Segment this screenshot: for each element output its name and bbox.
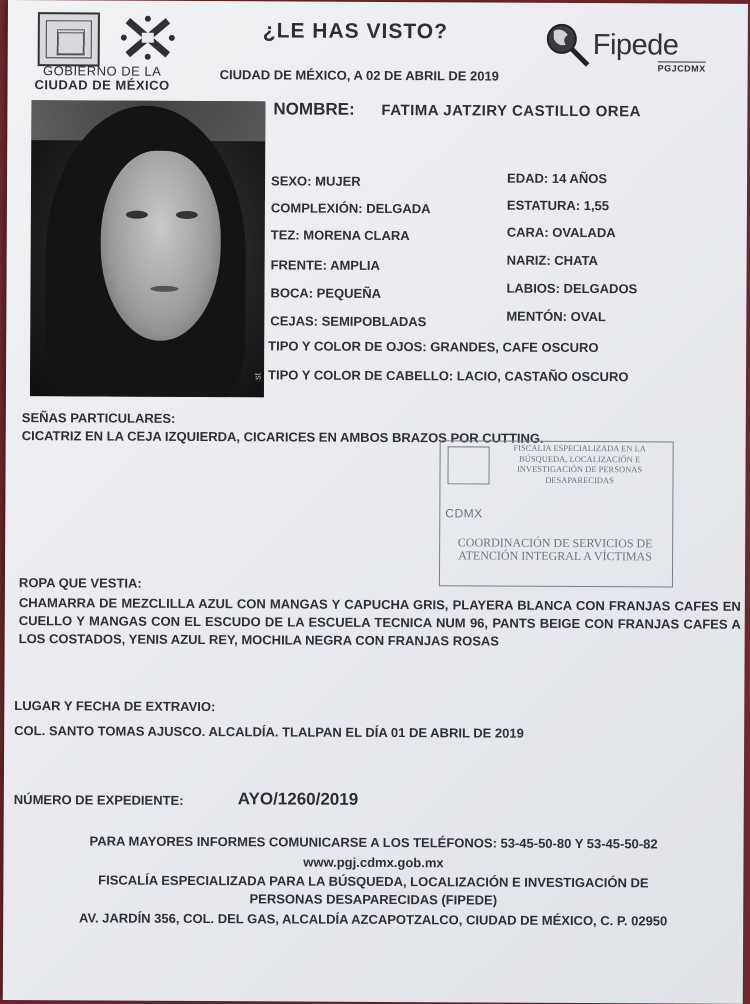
photo-watermark: st xyxy=(252,372,263,380)
case-number-label: NÚMERO DE EXPEDIENTE: xyxy=(13,792,184,808)
cdmx-logo-icon xyxy=(120,13,176,63)
hair-field: TIPO Y COLOR DE CABELLO: LACIO, CASTAÑO OSCURO xyxy=(268,367,629,385)
lips-field: LABIOS: DELGADOS xyxy=(506,280,638,297)
flyer-title: ¿LE HAS VISTO? xyxy=(262,19,449,44)
marks-label: SEÑAS PARTICULARES: xyxy=(21,410,176,426)
coat-of-arms-icon xyxy=(38,12,100,66)
case-number: AYO/1260/2019 xyxy=(237,789,359,809)
age-field: EDAD: 14 AÑOS xyxy=(507,170,608,187)
government-label: GOBIERNO DE LA CIUDAD DE MÉXICO xyxy=(34,63,170,93)
eyes-field: TIPO Y COLOR DE OJOS: GRANDES, CAFE OSCURO xyxy=(268,338,599,356)
person-name: FATIMA JATZIRY CASTILLO OREA xyxy=(381,101,642,121)
missing-person-flyer xyxy=(3,0,748,1004)
forehead-field: FRENTE: AMPLIA xyxy=(270,257,380,273)
name-label: NOMBRE: xyxy=(273,99,355,119)
nose-field: NARIZ: CHATA xyxy=(506,252,598,269)
clothing-label: ROPA QUE VESTIA: xyxy=(18,575,142,591)
marks-value: CICATRIZ EN LA CEJA IZQUIERDA, CICARICES EN AMBOS BRAZOS POR CUTTING. xyxy=(21,428,544,446)
eyebrows-field: CEJAS: SEMIPOBLADAS xyxy=(270,313,427,330)
contact-phones: PARA MAYORES INFORMES COMUNICARSE A LOS TELÉFONOS: 53-45-50-80 Y 53-45-50-82 xyxy=(89,833,658,852)
chin-field: MENTÓN: OVAL xyxy=(506,308,606,325)
date-line: CIUDAD DE MÉXICO, A 02 DE ABRIL DE 2019 xyxy=(219,67,499,84)
build-field: COMPLEXIÓN: DELGADA xyxy=(270,200,431,217)
fipede-magnifier-icon xyxy=(542,21,590,69)
agency-address: AV. JARDÍN 356, COL. DEL GAS, ALCALDÍA AZCAPOTZALCO, CIUDAD DE MÉXICO, C. P. 02950 xyxy=(79,910,668,929)
stamp-seal-icon xyxy=(447,446,489,484)
official-stamp: FISCALIA ESPECIALIZADA EN LA BÚSQUEDA, LOCALIZACIÓN E INVESTIGACIÓN DE PERSONAS DESAPARECIDAS CDMX COORDINACIÓN DE SERVICIOS DE ATENCIÓN INTEGRAL A VÍCTIMAS xyxy=(439,440,672,585)
pgj-logo-text: PGJCDMX xyxy=(657,63,706,74)
place-value: COL. SANTO TOMAS AJUSCO. ALCALDÍA. TLALPAN EL DÍA 01 DE ABRIL DE 2019 xyxy=(14,723,524,741)
clothing-value: CHAMARRA DE MEZCLILLA AZUL CON MANGAS Y CAPUCHA GRIS, PLAYERA BLANCA CON FRANJAS CAFES EN CUELLO Y MANGAS CON EL ESCUDO DE LA ESCUELA TECNICA NUM 96, PANTS BEIGE CON FRANJAS CAFES A LOS COSTADOS, YENIS AZUL REY, MOCHILA NEGRA CON FRANJAS ROSAS xyxy=(18,595,741,649)
face-field: CARA: OVALADA xyxy=(506,224,616,241)
fipede-logo-text: Fipede xyxy=(592,29,679,62)
agency-name-line1: FISCALÍA ESPECIALIZADA PARA LA BÚSQUEDA, LOCALIZACIÓN E INVESTIGACIÓN DE xyxy=(98,872,649,891)
mouth-field: BOCA: PEQUEÑA xyxy=(270,285,382,301)
sex-field: SEXO: MUJER xyxy=(271,173,361,189)
height-field: ESTATURA: 1,55 xyxy=(506,197,610,214)
website-link[interactable]: www.pgj.cdmx.gob.mx xyxy=(303,854,444,871)
person-photo xyxy=(30,100,266,397)
agency-name-line2: PERSONAS DESAPARECIDAS (FIPEDE) xyxy=(249,891,498,908)
place-label: LUGAR Y FECHA DE EXTRAVIO: xyxy=(14,698,216,715)
skin-field: TEZ: MORENA CLARA xyxy=(270,227,410,244)
